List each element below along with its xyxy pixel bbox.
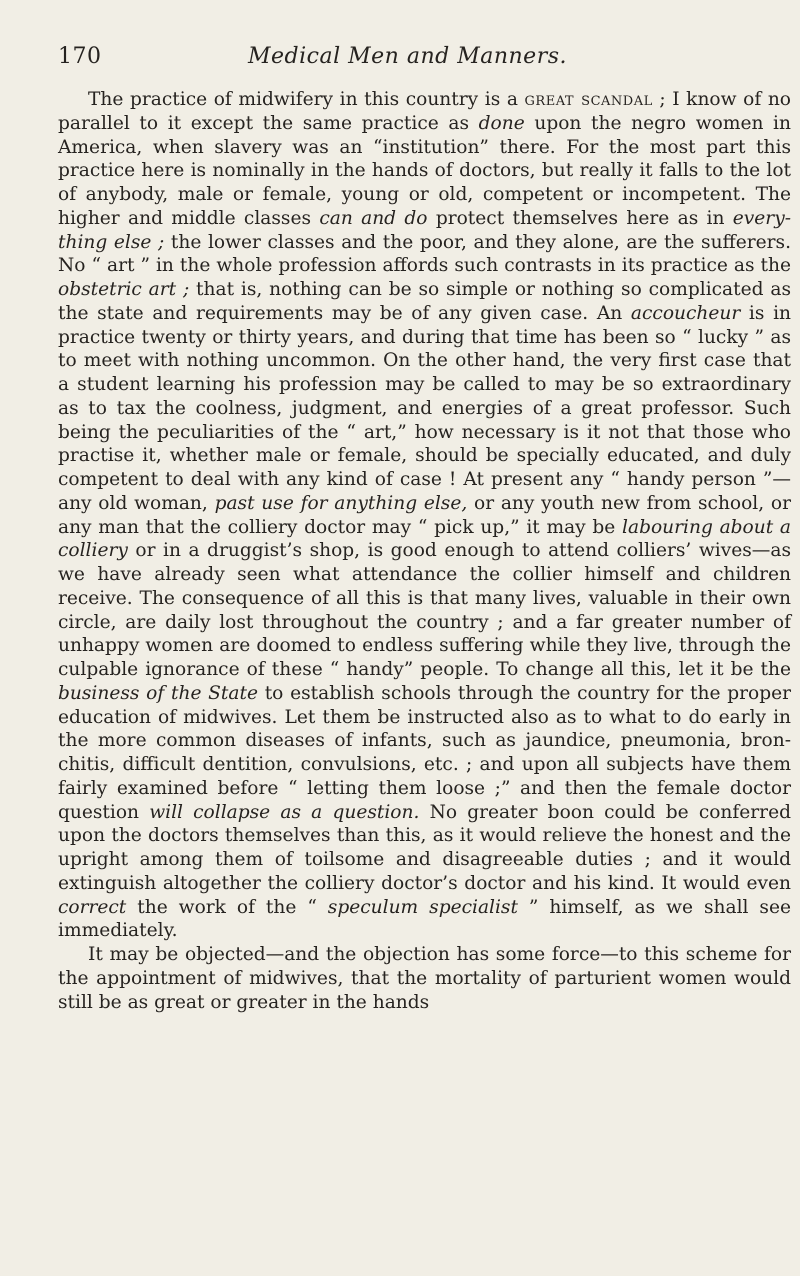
page-number: 170 xyxy=(58,44,102,69)
paragraph-objection: It may be objected—and the objection has some force—to this scheme for the appointment of midwives, that the mortality of parturient women would still be as great or greater in the hands xyxy=(58,944,791,1013)
italic-phrase: past use for anything else, xyxy=(214,492,468,514)
text-run: upon the negro women in America, when slavery was an “institution” there. For the most part this practice here is nominally in the hands of doctors, but really it falls to the lot of anybody, male or female, young or old, competent or incompetent. The higher and middle classes xyxy=(58,112,791,229)
italic-phrase: correct xyxy=(58,896,127,918)
text-run: the work of the “ xyxy=(126,896,328,918)
italic-phrase: everything else ; xyxy=(58,207,791,253)
text-run: protect themselves here as in xyxy=(427,207,733,229)
italic-phrase: obstetric art ; xyxy=(58,279,190,300)
running-title: Medical Men and Manners. xyxy=(248,44,568,69)
text-run: that is, nothing can be so simple or nothing so complicated as the state and requirements may be of any given case. An xyxy=(58,279,791,324)
text-run: ; I know of no parallel to it except the same practice as xyxy=(58,89,791,134)
text-run: or in a druggist’s shop, is good enough to attend colliers’ wives—as we have already seen what attendance the collier himself and children receive. The consequence of all this is that many lives, valuable in their own circle, are daily lost throughout the country ; and a far greater number of unhappy women are doomed to endless suffering while they live, through the culpable ignorance of these “ handy” people. To change all this, let it be the xyxy=(58,540,791,680)
running-header xyxy=(58,44,752,74)
italic-phrase: speculum specialist xyxy=(327,896,518,918)
small-caps-phrase: great scandal xyxy=(524,89,653,110)
italic-phrase: can and do xyxy=(319,207,428,229)
text-run: ” himself, as we shall see immediately. xyxy=(58,896,791,942)
text-run: the lower classes and the poor, and they alone, are the sufferers. No “ art ” in the whole profession affords such contrasts in its practice as the xyxy=(58,231,791,277)
text-run: is in practice twenty or thirty years, and during that time has been so “ lucky ” as to meet with nothing uncommon. On the other hand, the very first case that a student learning his profession may be called to may be so extraordinary as to tax the coolness, judgment, and energies of a great professor. Such being the peculiarities of the “ art,” how necessary is it not that those who practise it, whether male or female, should be specially educated, and duly competent to deal with any kind of case ! At present any “ handy person ”— any old woman, xyxy=(58,302,791,514)
text-run: or any youth new from school, or any man that the colliery doctor may “ pick up,” it may be xyxy=(58,492,791,538)
italic-phrase: done xyxy=(478,112,525,134)
paragraph-midwifery xyxy=(58,88,791,943)
text-run: No greater boon could be conferred upon the doctors themselves than this, as it would relieve the honest and the upright among them of toilsome and disagreeable duties ; and it would extinguish altogether the colliery doctor’s doctor and his kind. It would even xyxy=(58,801,791,894)
italic-phrase: business of the State xyxy=(58,682,258,704)
italic-phrase: accoucheur xyxy=(630,302,741,324)
italic-phrase: will collapse as a question. xyxy=(149,801,420,823)
text-run: The practice of midwifery in this country is a xyxy=(88,89,525,110)
body-text xyxy=(58,88,791,1014)
italic-phrase: labouring about a colliery xyxy=(58,516,791,562)
text-run: to establish schools through the country for the proper education of midwives. Let them be instructed also as to what to do early in the more common diseases of infants, such as jaundice, pneumonia, bronchitis, difficult dentition, convulsions, etc. ; and upon all subjects have them fairly examined before “ letting them loose ;” and then the female doctor question xyxy=(58,682,791,823)
